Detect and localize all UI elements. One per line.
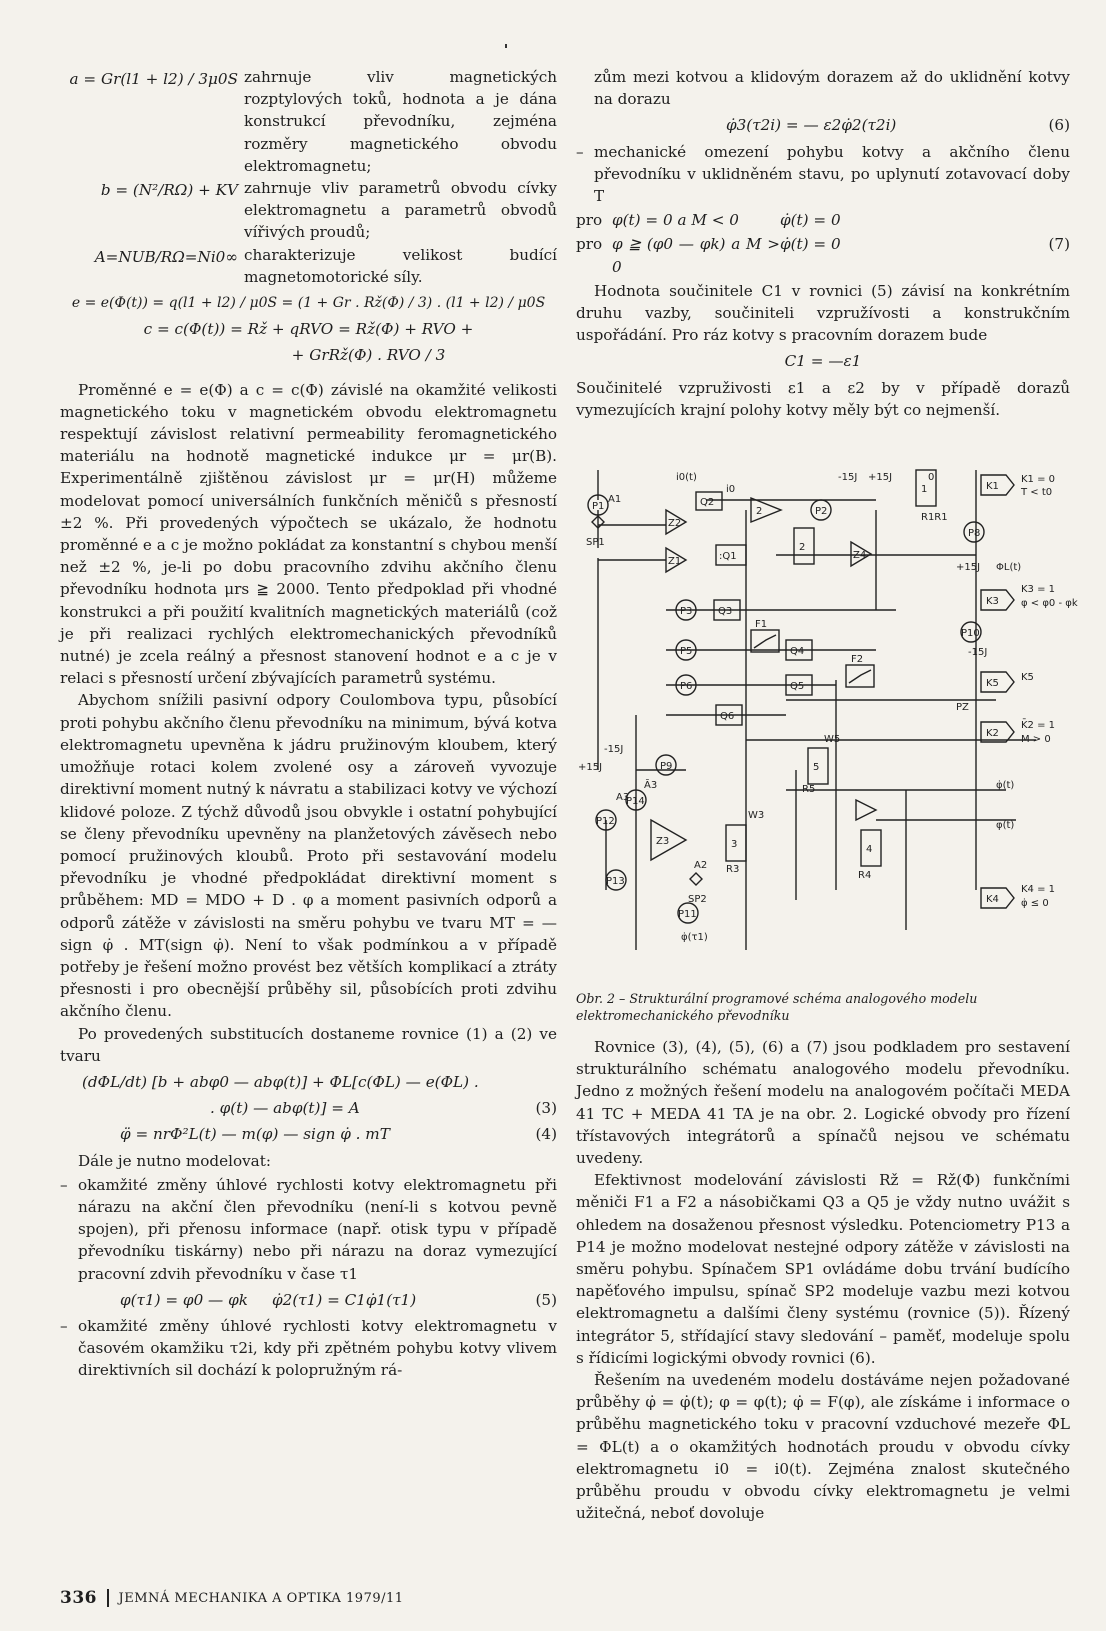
equation-number: (7) [1048,235,1070,254]
paragraph: Součinitelé vzpruživosti ε1 a ε2 by v případě dorazů vymezujících krajní polohy kotvy měly být co nejmenší. [576,378,1070,419]
divider-q1 [716,545,746,565]
block-diagram [576,470,1078,982]
amplifier-z3 [651,820,686,860]
pot-label: P3 [680,606,693,617]
label: A1 [608,494,622,505]
def-b-lhs: b = (N²/RΩ) + KV [100,181,238,200]
amp-label: Z4 [853,550,867,561]
amplifier-z1 [666,548,686,572]
paragraph: Rovnice (3), (4), (5), (6) a (7) jsou podkladem pro sestavení strukturálního schématu analogového modelu převodníku. Jedno z možných řešení modelu na analogovém počítači MEDA 41 TC + MEDA 41 TA je na obr. 2. Logické obvody pro řízení třístavových integrátorů a spínačů nejsou ve schématu uvedeny. [576,1038,1070,1168]
fn-label: F1 [755,619,768,630]
label: φ < φ0 - φk [1021,598,1078,609]
equation-number: (6) [1048,116,1070,135]
right-column [576,66,1070,421]
potentiometer-p8 [964,522,984,542]
label: φ(t) [996,820,1015,831]
integrator-5 [808,748,828,784]
amplifier-z4 [851,542,871,566]
label: i0 [726,484,736,495]
label: W5 [824,734,841,745]
mult-label: Q2 [700,497,715,508]
int-label: 2 [799,542,806,553]
pot-label: P14 [626,796,645,807]
bullet-list [576,141,1070,208]
paragraph: Hodnota součinitele C1 v rovnici (5) závisí na konkrétním druhu vazby, součiniteli vzpružívosti a konstrukčním uspořádání. Pro ráz kotvy s pracovním dorazem bude [576,281,1070,345]
paragraph: Řešením na uvedeném modelu dostáváme nejen požadované průběhy φ̇ = φ̇(t); φ = φ(t); φ̇ = F(φ), ale získáme i informace o průběhu magnetického toku v pracovní vzduchové mezeře ΦL = ΦL(t) a o okamžitých hodnotách proudu v obvodu cívky elektromagnetu i0 = i0(t). Zejména znalost skutečného průběhu proudu v obvodu cívky elektromagnetu je velmi užitečná, neboť dovoluje [576,1371,1070,1523]
wire [636,510,746,950]
definitions [60,66,557,288]
paragraph: Po provedených substitucích dostaneme rovnice (1) a (2) ve tvaru [60,1024,557,1065]
label: 0 [928,472,935,483]
diagram-labels [578,472,1078,943]
cond-result: φ̇(t) = 0 [780,235,841,254]
label: K4 = 1 [1021,884,1056,895]
condition-row [576,209,1070,231]
paragraph: Abychom snížili pasivní odpory Coulombova typu, působící proti pohybu akčního členu převodníku na minimum, bývá kotva elektromagnetu upevněna k jádru pružinovým kloubem, který umožňuje rotaci kolem zvolené osy a zároveň vyvozuje direktivní moment nutný k návratu a stabilizaci kotvy ve výchozí klidové poloze. Z týchž důvodů jsou obvykle i ostatní pohybující se členy převodníku upevněny na planžetových závěsech nebo pomocí pružinových kloubů. Proto při sestavování modelu převodníku je vhodné předpokládat direktivní moment s průběhem: MD = MDO + D . φ a moment pasivních odporů a odporů zátěže v závislosti na směru pohybu ve tvaru MT = —sign φ̇ . MT(sign φ̇). Není to však podmínkou a v případě potřeby je řešení možno provést bez větších komplikací a ztráty přesnosti i pro obecnější průběhy sil, působících proti zdvihu akčního členu. [60,691,557,1021]
list-item: – okamžité změny úhlové rychlosti kotvy elektromagnetu při nárazu na akční člen převodníku (není-li s kotvou pevně spojen), při přenosu informace (např. otisk typu v případě převodníku tiskárny) nebo při nárazu na doraz vymezující pracovní zdvih převodníku v čase τ1 [60,1174,557,1285]
potentiometer-p9 [656,755,676,775]
equation-3-line1: (dΦL/dt) [b + abφ0 — abφ(t)] + ΦL[c(ΦL) — e(ΦL) . [82,1072,479,1091]
comparator-k5 [981,672,1014,692]
fn-label: F2 [851,654,864,665]
equation-number: (5) [535,1290,557,1309]
int-label: 1 [921,484,928,495]
equation-3-text: . φ(t) — abφ(t)] = A [210,1099,360,1118]
paragraph: zům mezi kotvou a klidovým dorazem až do uklidnění kotvy na dorazu [594,68,1070,109]
potentiometer-p10 [961,622,981,642]
cond-result: φ̇(t) = 0 [780,211,841,230]
left-column [60,66,557,1384]
switch-label: SP1 [586,537,605,548]
list-item: – okamžité změny úhlové rychlosti kotvy elektromagnetu v časovém okamžiku τ2i, kdy při zpětném pohybu kotvy vlivem direktivních sil dochází k polopružným rá- [60,1315,557,1382]
int-label: 4 [866,844,873,855]
cond-pro: pro [576,235,603,254]
equation-5-text: φ(τ1) = φ0 — φk φ̇2(τ1) = C1φ̇1(τ1) [120,1290,417,1309]
equation-5 [60,1289,557,1311]
comparator-k3 [981,590,1014,610]
def-a-lhs: a = Gr(l1 + l2) / 3μ0S [69,70,238,88]
label: +15J [956,562,981,573]
label: PZ [956,702,969,713]
label: Ā3 [644,780,658,791]
function-generator-f2 [846,654,874,687]
int-label: 5 [813,762,820,773]
cond-condition: φ ≧ (φ0 — φk) a M > 0 [612,235,780,276]
amp-label: Z2 [668,518,682,529]
label: φ̇ ≤ 0 [1021,898,1049,909]
comparator-k4 [981,888,1014,908]
switch-sp2 [688,873,707,905]
cond-pro: pro [576,211,603,230]
comp-label: K2 [986,728,999,739]
integrator-4 [861,830,881,866]
label: φ̇(t) [996,780,1015,791]
pot-label: P6 [680,681,693,692]
bullet-list [60,1315,557,1382]
mult-label: Q3 [718,606,733,617]
label: W3 [748,810,765,821]
label: +15J [578,762,603,773]
potentiometer-p11 [678,903,698,923]
comparator-k1 [981,475,1014,495]
potentiometer-p2 [811,500,831,520]
switch-label: SP2 [688,894,707,905]
label: A2 [694,860,708,871]
equation-c-line1: c = c(Φ(t)) = Rž + qRVO = Rž(Φ) + RVO + [143,320,474,339]
label: R4 [858,870,872,881]
cond-condition: φ(t) = 0 a M < 0 [612,211,739,230]
mult-label: Q6 [720,711,735,722]
integrator-2 [794,528,814,564]
equation-number: (3) [535,1099,557,1118]
multiplier-q2 [696,492,722,510]
condition-row [576,233,1070,277]
equation-c-line2: + GrRž(Φ) . RVO / 3 [291,346,446,365]
pot-label: P1 [592,501,605,512]
switch-sp1 [586,516,605,548]
pot-label: P12 [596,816,615,827]
label: -15J [604,744,624,755]
pot-label: P2 [815,506,828,517]
equation-number: (4) [535,1125,557,1144]
label: i0(t) [676,472,697,483]
def-A-rhs: charakterizuje velikost budící magnetomotorické síly. [244,245,557,286]
label: φ̇(τ1) [681,932,708,943]
footer-divider [107,1589,109,1607]
equation-4-text: φ̈ = nrΦ²L(t) — m(φ) — sign φ̇ . mT [120,1125,390,1144]
label: R1R1 [921,512,948,523]
figure-caption: Obr. 2 – Strukturální programové schéma analogového modelu elektromechanického převodníku [576,991,978,1023]
pot-label: P8 [968,528,981,539]
equation-number [1040,209,1070,231]
amplifier-2 [751,498,781,522]
comp-label: K5 [986,678,999,689]
label: T < t0 [1021,487,1053,498]
equation-6 [576,114,1070,136]
label: M > 0 [1021,734,1051,745]
label: K1 = 0 [1021,474,1056,485]
right-column-lower [576,1036,1070,1524]
scan-mark [505,44,507,48]
comp-label: K4 [986,894,999,905]
equation-3-line2 [60,1097,557,1119]
equation-4 [60,1123,557,1145]
paragraph: Proměnné e = e(Φ) a c = c(Φ) závislé na okamžité velikosti magnetického toku v magnetickém obvodu elektromagnetu respektují závislost relativní permeability feromagnetického materiálu na hodnotě magnetické indukce μr = μr(B). Experimentálně zjištěnou závislost μr = μr(H) můžeme modelovat pomocí universálních funkčních měničů s přesností ±2 %. Při provedených výpočtech se ukázalo, že hodnotu proměnné e a c je možno pokládat za konstantní s chybou menší než ±2 %, je-li po dobu pracovního zdvihu akčního členu převodníku hodnota μrs ≧ 2000. Tento předpoklad při vhodné konstrukci a při použití kvalitních magnetických materiálů (což je při realizaci rychlých elektromechanických převodníků nutné) je zcela reálný a přesnost stanovení hodnot e a c je v relaci s přesností určení zbývajících parametrů systému. [60,380,557,688]
def-a-rhs: zahrnuje vliv magnetických rozptylových toků, hodnota a je dána konstrukcí převodníku, zejména rozměry magnetického obvodu elektromagnetu; [244,68,557,175]
label: K3 = 1 [1021,584,1056,595]
label: A3 [616,792,630,803]
equation-6-text: φ̇3(τ2i) = — ε2φ̇2(τ2i) [726,116,897,135]
journal-name: JEMNÁ MECHANIKA A OPTIKA 1979/11 [118,1590,404,1606]
amplifier-z2 [666,510,686,534]
label: +15J [868,472,893,483]
label: K̄2 = 1 [1021,720,1056,731]
amp-label: Z1 [668,556,682,567]
equation-c1: C1 = —ε1 [784,352,862,371]
div-label: :Q1 [719,551,737,562]
amplifier [856,800,876,820]
def-b-rhs: zahrnuje vliv parametrů obvodu cívky elektromagnetu a parametrů obvodů vířivých proudů; [244,179,557,242]
label: K5 [1021,672,1034,683]
bullet-list [60,1174,557,1285]
list-item: – mechanické omezení pohybu kotvy a akčního členu převodníku v uklidněném stavu, po uplynutí zotavovací doby T [576,141,1070,208]
label: R3 [726,864,740,875]
potentiometer-p13 [606,870,626,890]
label: -15J [968,647,988,658]
label: -15J [838,472,858,483]
pot-label: P9 [660,761,673,772]
mult-label: Q5 [790,681,805,692]
paragraph: Efektivnost modelování závislosti Rž = Rž(Φ) funkčními měniči F1 a F2 a násobičkami Q3 a Q5 je vždy nutno uvážit s ohledem na dosaženou přesnost výsledku. Potenciometry P13 a P14 je možno modelovat nestejné odpory zátěže v závislosti na směru pohybu. Spínačem SP1 ovládáme dobu trvání budícího napěťového impulsu, spínač SP2 modeluje vazbu mezi kotvou elektromagnetu a dalšími členy systému (rovnice (5)). Řízený integrátor 5, střídající stavy sledování – paměť, modeluje spolu s řídicími logickými obvody rovnici (6). [576,1171,1070,1367]
paragraph: Dále je nutno modelovat: [78,1151,271,1170]
pot-label: P11 [678,909,697,920]
comp-label: K1 [986,481,999,492]
pot-label: P13 [606,876,625,887]
pot-label: P10 [961,628,980,639]
int-label: 3 [731,839,738,850]
label: R5 [802,784,816,795]
amp-label: Z3 [656,836,670,847]
amp-label: 2 [756,506,763,517]
mult-label: Q4 [790,646,805,657]
page-number: 336 [60,1588,97,1608]
integrator-3 [726,825,746,861]
wire [746,680,1036,890]
comparator-k2 [981,722,1014,742]
comp-label: K3 [986,596,999,607]
equation-e: e = e(Φ(t)) = q(l1 + l2) / μ0S = (1 + Gr . Rž(Φ) / 3) . (l1 + l2) / μ0S [71,295,546,312]
def-A-lhs: A=NUB/RΩ=Ni0∞ [94,247,238,266]
page-footer [60,1588,404,1608]
pot-label: P5 [680,646,693,657]
function-generator-f1 [751,619,779,652]
wire [598,525,666,560]
label: ΦL(t) [996,562,1022,573]
